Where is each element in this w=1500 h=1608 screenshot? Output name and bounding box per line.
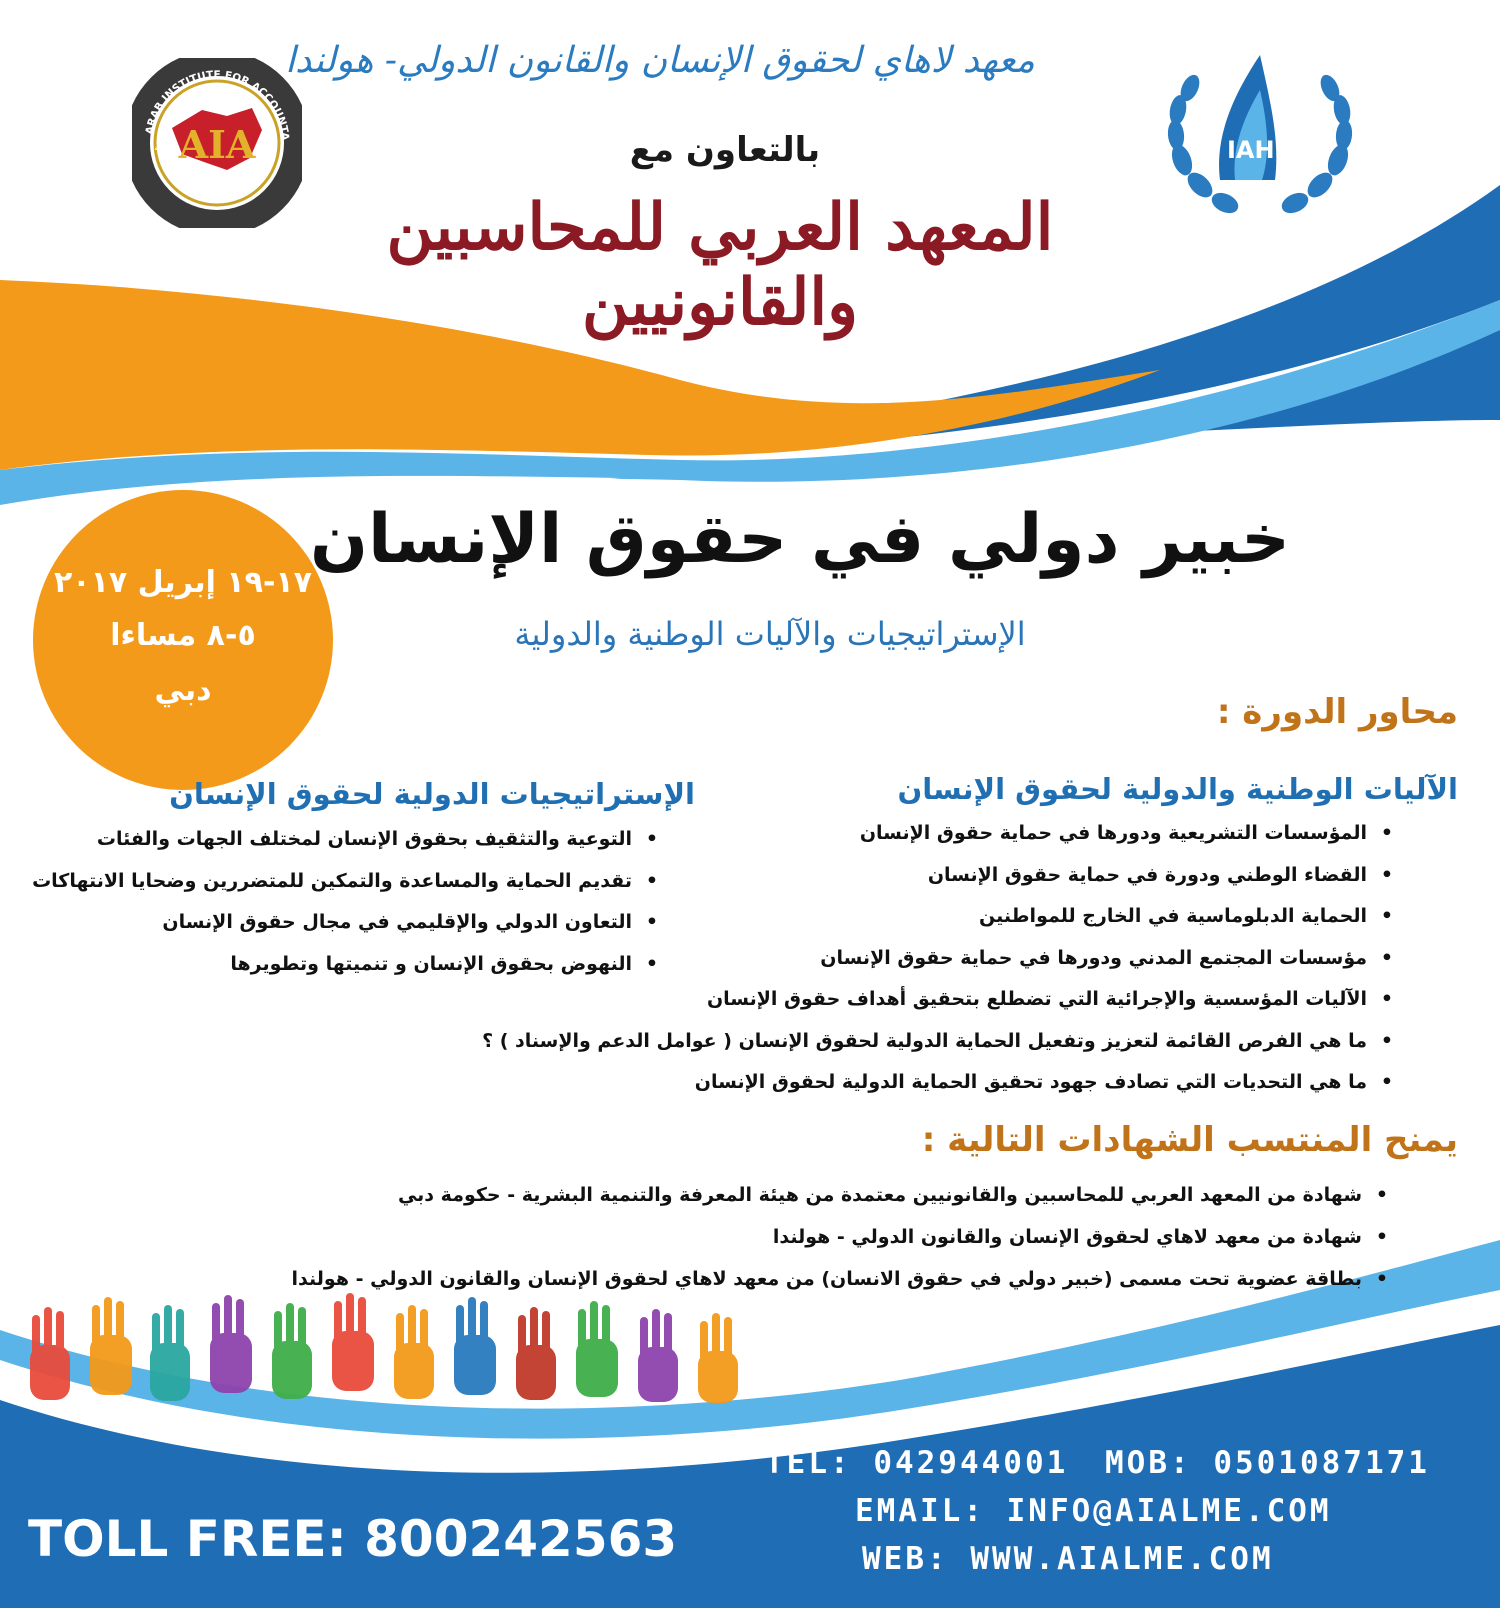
list-item: • الآليات المؤسسية والإجرائية التي تضطلع بتحقيق أهداف حقوق الإنسان <box>482 988 1395 1030</box>
hague-institute-logo <box>1160 40 1360 230</box>
list-item: • التعاون الدولي والإقليمي في مجال حقوق الإنسان <box>32 911 660 953</box>
list-item: • ما هي التحديات التي تصادف جهود تحقيق الحماية الدولية لحقوق الإنسان <box>482 1071 1395 1113</box>
list-item: • شهادة من المعهد العربي للمحاسبين والقانونيين معتمدة من هيئة المعرفة والتنمية البشرية - حكومة دبي <box>292 1184 1390 1226</box>
emblem-letters: IAHR <box>1226 136 1294 164</box>
contact-email: EMAIL: INFO@AIALME.COM <box>855 1493 1332 1529</box>
list-item: • شهادة من معهد لاهاي لحقوق الإنسان والقانون الدولي - هولندا <box>292 1226 1390 1268</box>
course-title: خبير دولي في حقوق الإنسان <box>310 500 1290 579</box>
international-strategies-title: الإستراتيجيات الدولية لحقوق الإنسان <box>169 777 695 811</box>
list-item: • ما هي الفرص القائمة لتعزيز وتفعيل الحماية الدولية لحقوق الإنسان ( عوامل الدعم والإسناد ) ؟ <box>482 1030 1395 1072</box>
event-time: ٥-٨ مساءا <box>110 618 256 653</box>
event-info-circle <box>33 490 333 790</box>
course-axes-title: محاور الدورة : <box>1216 692 1458 732</box>
list-item: • تقديم الحماية والمساعدة والتمكين للمتضررين وضحايا الانتهاكات <box>32 870 660 912</box>
list-item: • الحماية الدبلوماسية في الخارج للمواطنين <box>482 905 1395 947</box>
event-dates: ١٧-١٩ إبريل ٢٠١٧ <box>53 565 313 600</box>
toll-free-number: TOLL FREE: 800242563 <box>28 1510 678 1568</box>
certificates-title: يمنح المنتسب الشهادات التالية : <box>921 1120 1458 1160</box>
logo-monogram: AIA <box>178 122 256 167</box>
arab-institute-calligraphy: المعهد العربي للمحاسبين والقانونيين <box>386 190 1054 340</box>
logo-ring-text-arabic: المعهد <box>153 141 168 167</box>
strategies-list <box>32 828 660 994</box>
contact-mobile: MOB: 0501087171 <box>1105 1445 1430 1481</box>
event-city: دبي <box>154 673 212 708</box>
list-item: • بطاقة عضوية تحت مسمى (خبير دولي في حقوق الانسان) من معهد لاهاي لحقوق الإنسان والقانون الدولي - هولندا <box>292 1268 1390 1310</box>
laurel-wreath-icon <box>1160 40 1360 230</box>
arab-institute-logo <box>132 58 302 228</box>
list-item: • القضاء الوطني ودورة في حماية حقوق الإنسان <box>482 864 1395 906</box>
list-item: • النهوض بحقوق الإنسان و تنميتها وتطويرها <box>32 953 660 995</box>
in-cooperation-with: بالتعاون مع <box>629 130 821 170</box>
list-item: • مؤسسات المجتمع المدني ودورها في حماية حقوق الإنسان <box>482 947 1395 989</box>
national-international-mechanisms-title: الآليات الوطنية والدولية لحقوق الإنسان <box>897 772 1458 806</box>
logo-ring-text: ARAB INSTITUTE FOR ACCOUNTA <box>143 68 292 142</box>
contact-tel: TEL: 042944001 <box>765 1445 1069 1481</box>
hague-institute-name: معهد لاهاي لحقوق الإنسان والقانون الدولي- هولندا <box>285 40 1035 81</box>
arab-institute-seal-icon <box>132 58 302 228</box>
certificates-list <box>292 1184 1390 1310</box>
list-item: • المؤسسات التشريعية ودورها في حماية حقوق الإنسان <box>482 822 1395 864</box>
course-subtitle: الإستراتيجيات والآليات الوطنية والدولية <box>514 615 1026 653</box>
contact-website: WEB: WWW.AIALME.COM <box>862 1541 1274 1577</box>
list-item: • التوعية والتثقيف بحقوق الإنسان لمختلف الجهات والفئات <box>32 828 660 870</box>
